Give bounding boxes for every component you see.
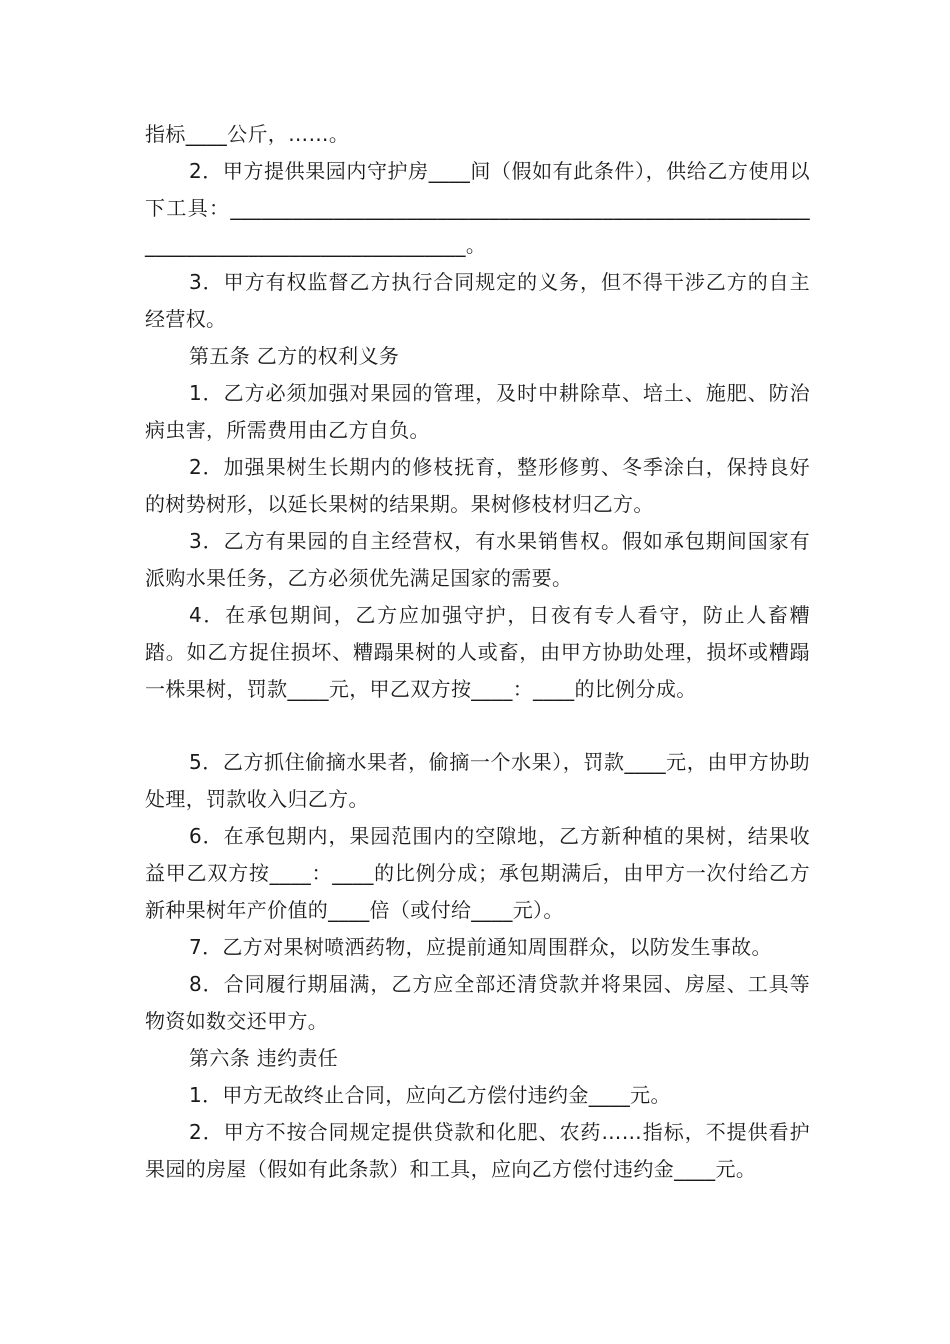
paragraph-clause-6-2: 2．甲方不按合同规定提供贷款和化肥、农药……指标，不提供看护果园的房屋（假如有此条款）和工具，应向乙方偿付违约金____元。 bbox=[145, 1120, 810, 1181]
paragraph-clause-4-2: 2．甲方提供果园内守护房____间（假如有此条件），供给乙方使用以下工具：_______________________________________________________________________________________。 bbox=[145, 159, 810, 257]
paragraph-clause-5-3: 3．乙方有果园的自主经营权，有水果销售权。假如承包期间国家有派购水果任务，乙方必须优先满足国家的需要。 bbox=[145, 529, 810, 590]
section-heading-article-5: 第五条 乙方的权利义务 bbox=[189, 344, 400, 368]
paragraph-clause-6-1: 1．甲方无故终止合同，应向乙方偿付违约金____元。 bbox=[189, 1083, 671, 1107]
paragraph-clause-5-2: 2．加强果树生长期内的修枝抚育，整形修剪、冬季涂白，保持良好的树势树形，以延长果树的结果期。果树修枝材归乙方。 bbox=[145, 455, 810, 516]
paragraph-clause-5-7: 7．乙方对果树喷洒药物，应提前通知周围群众，以防发生事故。 bbox=[189, 935, 772, 959]
paragraph-clause-4-3: 3．甲方有权监督乙方执行合同规定的义务，但不得干涉乙方的自主经营权。 bbox=[145, 270, 810, 331]
paragraph-clause-5-4: 4．在承包期间，乙方应加强守护，日夜有专人看守，防止人畜糟踏。如乙方捉住损坏、糟蹋果树的人或畜，由甲方协助处理，损坏或糟蹋一株果树，罚款____元，甲乙双方按____：____的比例分成。 bbox=[145, 603, 810, 701]
paragraph-clause-5-1: 1．乙方必须加强对果园的管理，及时中耕除草、培土、施肥、防治病虫害，所需费用由乙方自负。 bbox=[145, 381, 810, 442]
section-heading-article-6: 第六条 违约责任 bbox=[189, 1046, 339, 1070]
paragraph-clause-5-5: 5．乙方抓住偷摘水果者，偷摘一个水果），罚款____元，由甲方协助处理，罚款收入归乙方。 bbox=[145, 750, 810, 811]
paragraph-clause-5-8: 8．合同履行期届满，乙方应全部还清贷款并将果园、房屋、工具等物资如数交还甲方。 bbox=[145, 972, 810, 1033]
paragraph-continuation: 指标____公斤，……。 bbox=[145, 122, 350, 146]
paragraph-clause-5-6: 6．在承包期内，果园范围内的空隙地，乙方新种植的果树，结果收益甲乙双方按____：____的比例分成；承包期满后，由甲方一次付给乙方新种果树年产价值的____倍（或付给____元）。 bbox=[145, 824, 810, 922]
